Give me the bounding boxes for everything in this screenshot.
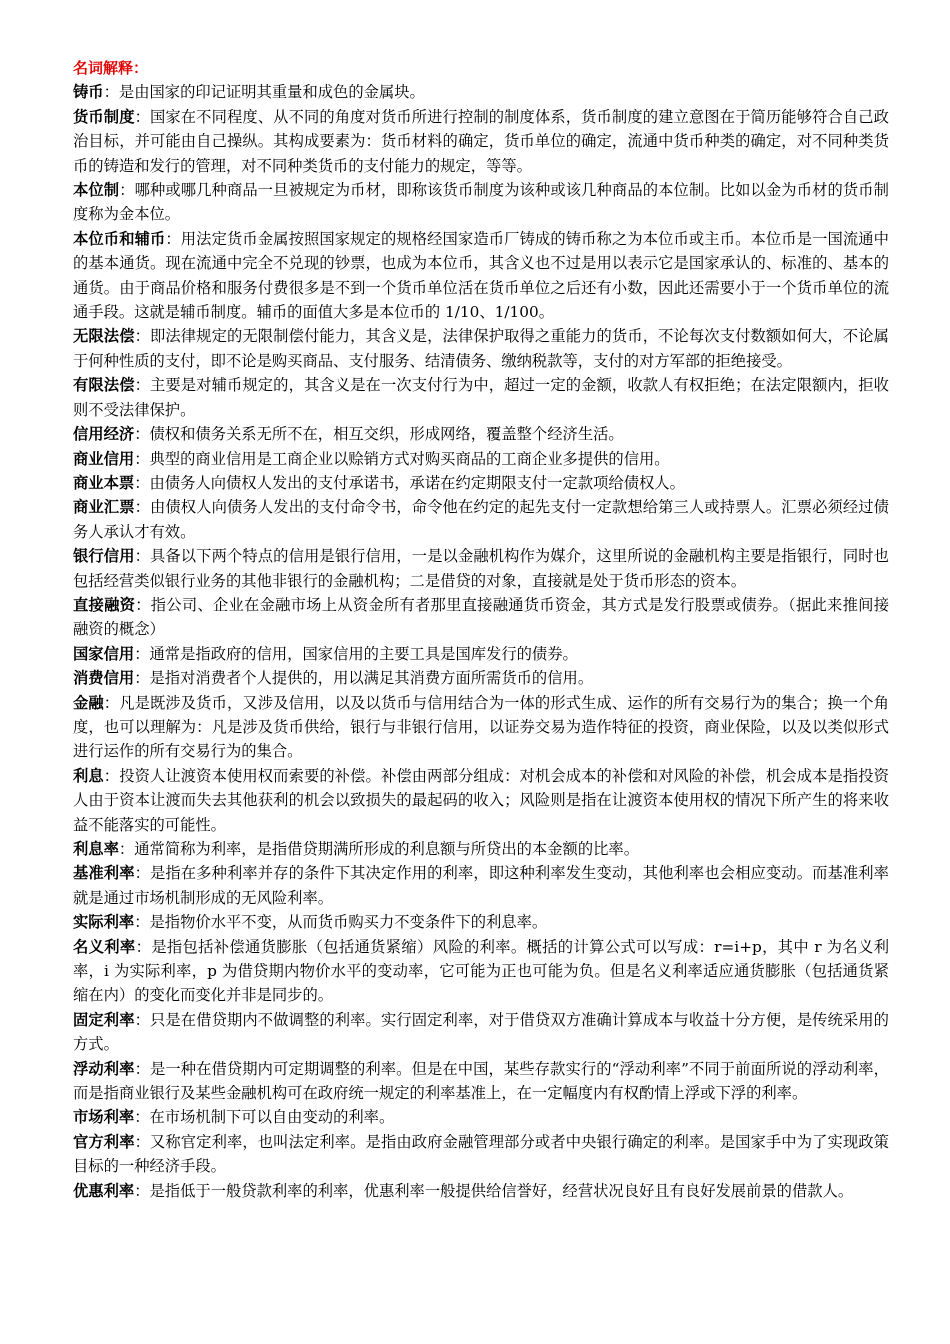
entry-term: 市场利率 [73,1108,135,1127]
entry-definition: ：具备以下两个特点的信用是银行信用，一是以金融机构作为媒介，这里所说的金融机构主要是指银行，同时也包括经营类似银行业务的其他非银行的金融机构；二是借贷的对象，直接就是处于货币形态的资本。 [73,547,889,590]
entry-term: 利息率 [73,840,119,858]
entry-definition: ：通常简称为利率，是指借贷期满所形成的利息额与所贷出的本金额的比率。 [118,840,640,858]
entry-shangye-huipiao [73,495,889,544]
entry-guojia-xinyong [73,642,889,666]
entry-definition: ：凡是既涉及货币，又涉及信用，以及以货币与信用结合为一体的形式生成、运作的所有交易行为的集合；换一个角度，也可以理解为：凡是涉及货币供给，银行与非银行信用，以证券交易为造作特征的投资，商业保险，以及以类似形式进行运作的所有交易行为的集合。 [73,693,889,761]
entry-definition: ：主要是对辅币规定的，其含义是在一次支付行为中，超过一定的金额，收款人有权拒绝；在法定限额内，拒收则不受法律保护。 [73,376,889,419]
entry-mingyi-lilv [73,935,889,1008]
entry-xinyong-jingji [73,422,889,446]
entry-term: 商业汇票 [73,498,135,517]
entry-term: 实际利率 [73,913,135,932]
entry-term: 浮动利率 [73,1059,135,1078]
entry-definition: ：在市场机制下可以自由变动的利率。 [134,1108,395,1127]
entry-term: 有限法偿 [73,376,135,395]
entry-term: 商业本票 [73,473,135,492]
entry-definition: ：是一种在借贷期内可定期调整的利率。但是在中国，某些存款实行的“浮动利率”不同于前面所说的浮动利率，而是指商业银行及某些金融机构可在政府统一规定的利率基准上，在一定幅度内有权酌情上浮或下浮的利率。 [73,1059,889,1103]
entry-shangye-xinyong [73,447,889,471]
entry-term: 铸币 [73,83,104,102]
entry-shichang-lilv [73,1105,889,1129]
entry-zhubi [73,80,889,104]
entry-youxian-fachang [73,373,889,422]
entry-term: 消费信用 [73,669,135,688]
entry-definition: ：用法定货币金属按照国家规定的规格经国家造币厂铸成的铸币称之为本位币或主币。本位币是一国流通中的基本通货。现在流通中完全不兑现的钞票，也成为本位币，其含义也不过是用以表示它是国家承认的、标准的、基本的通货。由于商品价格和服务付费很多是不到一个货币单位活在货币单位之后还有小数，因此还需要小于一个货币单位的流通手段。这就是辅币制度。辅币的面值大多是本位币的 1/10、1/100。 [73,229,889,322]
section-heading: 名词解释： [73,59,149,77]
entry-term: 利息 [73,766,104,785]
entry-term: 无限法偿 [73,327,135,346]
entry-term: 固定利率 [73,1010,135,1029]
entry-benweibi-fubi [73,227,889,325]
entry-lixilv [73,837,889,861]
entry-definition: ：投资人让渡资本使用权而索要的补偿。补偿由两部分组成：对机会成本的补偿和对风险的补偿，机会成本是指投资人由于资本让渡而失去其他获利的机会以致损失的最起码的收入；风险则是指在让渡资本使用权的情况下所产生的将来收益不能落实的可能性。 [73,766,889,834]
entry-definition: ：是指包括补偿通货膨胀（包括通货紧缩）风险的利率。概括的计算公式可以写成：r=i+p，其中 r 为名义利率，i 为实际利率，p 为借贷期内物价水平的变动率，它可能为正也可能为负。但是名义利率适应通货膨胀（包括通货紧缩在内）的变化而变化并非是同步的。 [73,937,889,1005]
entry-wuxian-fachang [73,324,889,373]
entry-definition: ：指公司、企业在金融市场上从资金所有者那里直接融通货币资金，其方式是发行股票或债券。（据此来推间接融资的概念） [73,595,889,639]
entry-jinrong [73,691,889,764]
entry-term: 官方利率 [73,1132,135,1151]
entry-fudong-lilv [73,1057,889,1106]
entry-youhui-lilv [73,1179,889,1203]
entry-definition: ：由债务人向债权人发出的支付承诺书，承诺在约定期限支付一定款项给债权人。 [134,473,685,492]
entry-term: 商业信用 [73,449,135,468]
entry-term: 信用经济 [73,425,135,444]
entry-yinhang-xinyong [73,544,889,593]
entry-definition: ：是指对消费者个人提供的，用以满足其消费方面所需货币的信用。 [134,669,594,688]
entry-guanfang-lilv [73,1130,889,1179]
entry-definition: ：是指低于一般贷款利率的利率，优惠利率一般提供给信誉好，经营状况良好且有良好发展前景的借款人。 [134,1181,854,1200]
entry-term: 本位制 [73,181,120,200]
entry-term: 金融 [73,693,104,712]
entry-term: 本位币和辅币 [73,229,166,248]
entry-huobi-zhidu [73,105,889,178]
entry-shiji-lilv [73,910,889,934]
entry-definition: ：哪种或哪几种商品一旦被规定为币材，即称该货币制度为该种或该几种商品的本位制。比如以金为币材的货币制度称为金本位。 [73,181,889,224]
entry-definition: ：国家在不同程度、从不同的角度对货币所进行控制的制度体系，货币制度的建立意图在于简历能够符合自己政治目标，并可能由自己操纵。其构成要素为：货币材料的确定，货币单位的确定，流通中货币种类的确定，对不同种类货币的铸造和发行的管理，对不同种类货币的支付能力的规定，等等。 [73,107,889,175]
entry-definition: ：又称官定利率，也叫法定利率。是指由政府金融管理部分或者中央银行确定的利率。是国家手中为了实现政策目标的一种经济手段。 [73,1132,889,1176]
entry-term: 货币制度 [73,107,135,126]
entry-definition: ：典型的商业信用是工商企业以赊销方式对购买商品的工商企业多提供的信用。 [134,449,670,468]
entry-zhijie-rongzi [73,593,889,642]
entry-guding-lilv [73,1008,889,1057]
entry-term: 银行信用 [73,547,135,566]
entry-term: 直接融资 [73,595,136,614]
entry-shangye-benpiao [73,471,889,495]
entry-term: 名义利率 [73,937,136,956]
entry-definition: ：通常是指政府的信用，国家信用的主要工具是国库发行的债券。 [134,644,578,663]
entry-jizhun-lilv [73,861,889,910]
entry-term: 基准利率 [73,864,135,883]
document-page [73,56,889,1203]
entry-definition: ：只是在借贷期内不做调整的利率。实行固定利率，对于借贷双方准确计算成本与收益十分方便，是传统采用的方式。 [73,1010,889,1054]
entry-definition: ：由债权人向债务人发出的支付命令书，命令他在约定的起先支付一定款想给第三人或持票人。汇票必须经过债务人承认才有效。 [73,498,889,541]
entry-definition: ：是指在多种利率并存的条件下其决定作用的利率，即这种利率发生变动，其他利率也会相应变动。而基准利率就是通过市场机制形成的无风险利率。 [73,864,889,907]
entry-definition: ：债权和债务关系无所不在，相互交织，形成网络，覆盖整个经济生活。 [134,425,624,444]
entry-lixi [73,764,889,837]
entry-definition: ：是指物价水平不变，从而货币购买力不变条件下的利息率。 [134,913,548,932]
entry-xiaofei-xinyong [73,666,889,690]
entry-definition: ：即法律规定的无限制偿付能力，其含义是，法律保护取得之重能力的货币，不论每次支付数额如何大，不论属于何种性质的支付，即不论是购买商品、支付服务、结清债务、缴纳税款等，支付的对方军部的拒绝接受。 [73,327,889,370]
entry-definition: ：是由国家的印记证明其重量和成色的金属块。 [103,83,425,102]
entry-term: 优惠利率 [73,1181,135,1200]
entry-benweizhi [73,178,889,227]
entry-term: 国家信用 [73,644,135,663]
